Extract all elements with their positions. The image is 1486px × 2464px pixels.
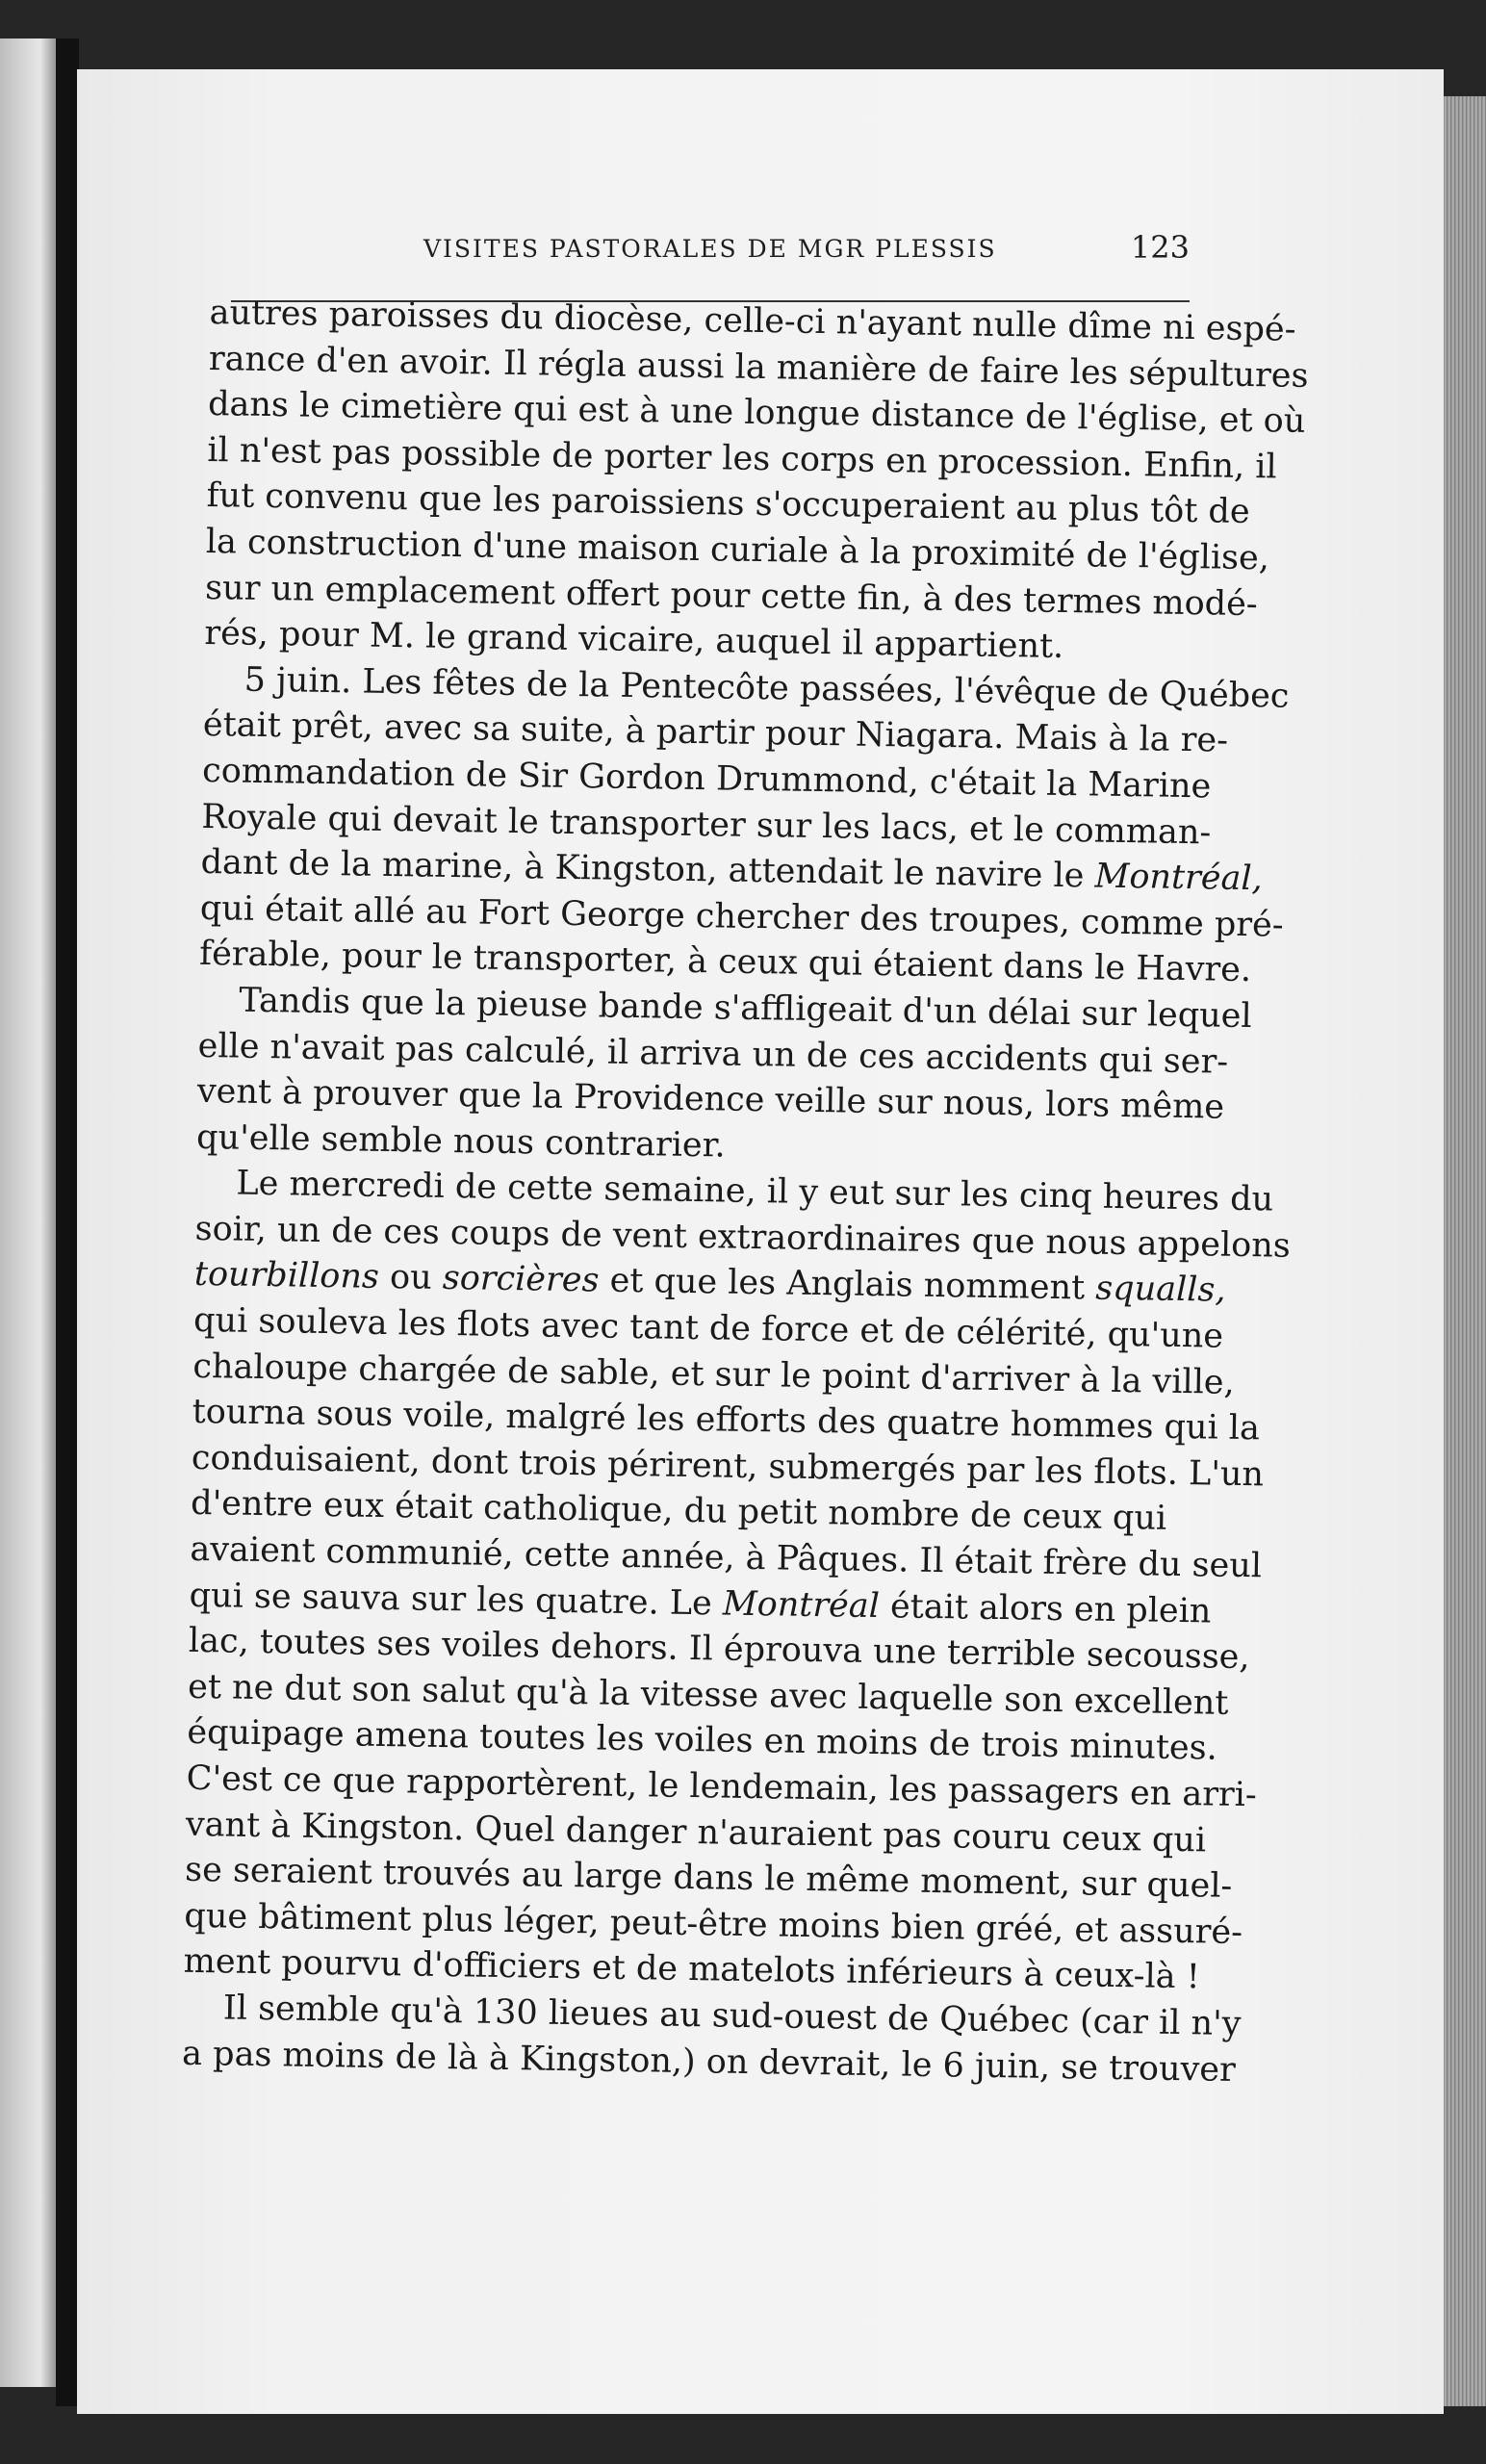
page-number: 123	[1130, 229, 1190, 266]
italic-ship-name: Montréal,	[1094, 857, 1264, 899]
text-line: sur un emplacement offert pour cette fin, à des termes modé-	[204, 568, 1258, 624]
facing-page-edge	[0, 38, 58, 2387]
book-gutter	[56, 38, 79, 2406]
text-line: commandation de Sir Gordon Drummond, c'était la Marine	[201, 751, 1212, 807]
text-line: tourna sous voile, malgré les efforts des quatre hommes qui la	[192, 1393, 1261, 1449]
italic-term: tourbillons	[193, 1255, 380, 1297]
running-title: VISITES PASTORALES DE MGR PLESSIS	[423, 235, 997, 263]
text-line: que bâtiment plus léger, peut-être moins bien gréé, et assuré-	[184, 1896, 1243, 1952]
text-line: était prêt, avec sa suite, à partir pour Niagara. Mais à la re-	[202, 706, 1229, 761]
text-line: Tandis que la pieuse bande s'affligeait d'un délai sur lequel	[239, 981, 1252, 1037]
text-line: se seraient trouvés au large dans le même moment, sur quel-	[184, 1850, 1233, 1907]
text-line: férable, pour le transporter, à ceux qui étaient dans le Havre.	[198, 935, 1252, 990]
text-line: et ne dut son salut qu'à la vitesse avec laquelle son excellent	[187, 1667, 1229, 1723]
text-line: vant à Kingston. Quel danger n'auraient pas couru ceux qui	[185, 1805, 1207, 1861]
text-line: rance d'en avoir. Il régla aussi la manière de faire les sépultures	[208, 339, 1309, 396]
body-text	[181, 291, 1309, 2092]
page-block-edge	[1444, 96, 1486, 2406]
text-line: C'est ce que rapportèrent, le lendemain, les passagers en arri-	[186, 1758, 1258, 1815]
text-line: ment pourvu d'officiers et de matelots inférieurs à ceux-là !	[183, 1942, 1201, 1997]
text-line: dans le cimetière qui est à une longue distance de l'église, et où	[207, 385, 1306, 442]
text-fragment: ou	[389, 1258, 432, 1298]
text-line: qu'elle semble nous contrarier.	[195, 1117, 727, 1166]
italic-term: squalls,	[1094, 1270, 1226, 1311]
text-line: avaient communié, cette année, à Pâques. Il était frère du seul	[190, 1529, 1263, 1586]
text-fragment: était alors en plein	[889, 1586, 1212, 1631]
text-line: équipage amena toutes les voiles en moins de trois minutes.	[187, 1713, 1218, 1769]
text-fragment: qui se sauva sur les quatre. Le	[189, 1576, 713, 1623]
text-line: d'entre eux était catholique, du petit nombre de ceux qui	[190, 1484, 1167, 1539]
text-fragment: et que les Anglais nomment	[609, 1262, 1086, 1308]
text-line: la construction d'une maison curiale à la proximité de l'église,	[205, 522, 1270, 578]
text-line: autres paroisses du diocèse, celle-ci n'ayant nulle dîme ni espé-	[209, 293, 1296, 349]
text-line: rés, pour M. le grand vicaire, auquel il appartient.	[204, 614, 1064, 667]
text-line: Il semble qu'à 130 lieues au sud-ouest de Québec (car il n'y	[222, 1989, 1242, 2044]
page-header	[231, 229, 1190, 295]
text-line: qui était allé au Fort George chercher des troupes, comme pré-	[199, 888, 1284, 945]
text-line: vent à prouver que la Providence veille sur nous, lors même	[196, 1071, 1225, 1127]
text-line: 5 juin. Les fêtes de la Pentecôte passées, l'évêque de Québec	[243, 660, 1290, 716]
text-line: qui souleva les flots avec tant de force et de célérité, qu'une	[192, 1300, 1224, 1356]
text-line: soir, un de ces coups de vent extraordinaires que nous appelons	[194, 1209, 1292, 1266]
text-line: lac, toutes ses voiles dehors. Il éprouva une terrible secousse,	[188, 1622, 1250, 1678]
text-line: chaloupe chargée de sable, et sur le point d'arriver à la ville,	[192, 1347, 1235, 1402]
text-line: Le mercredi de cette semaine, il y eut sur les cinq heures du	[236, 1164, 1274, 1219]
text-line: il n'est pas possible de porter les corps en procession. Enfin, il	[207, 430, 1277, 487]
text-line: fut convenu que les paroissiens s'occuperaient au plus tôt de	[206, 476, 1250, 532]
text-line: elle n'avait pas calculé, il arriva un de ces accidents qui ser-	[197, 1026, 1229, 1082]
text-line: conduisaient, dont trois périrent, submergés par les flots. L'un	[191, 1438, 1265, 1495]
italic-term: sorcières	[442, 1259, 600, 1300]
text-line: Royale qui devait le transporter sur les lacs, et le comman-	[201, 797, 1212, 852]
italic-ship-name: Montréal	[722, 1584, 881, 1626]
text-fragment: dant de la marine, à Kingston, attendait le navire le	[200, 843, 1095, 896]
text-line: a pas moins de là à Kingston,) on devrait, le 6 juin, se trouver	[181, 2034, 1237, 2090]
